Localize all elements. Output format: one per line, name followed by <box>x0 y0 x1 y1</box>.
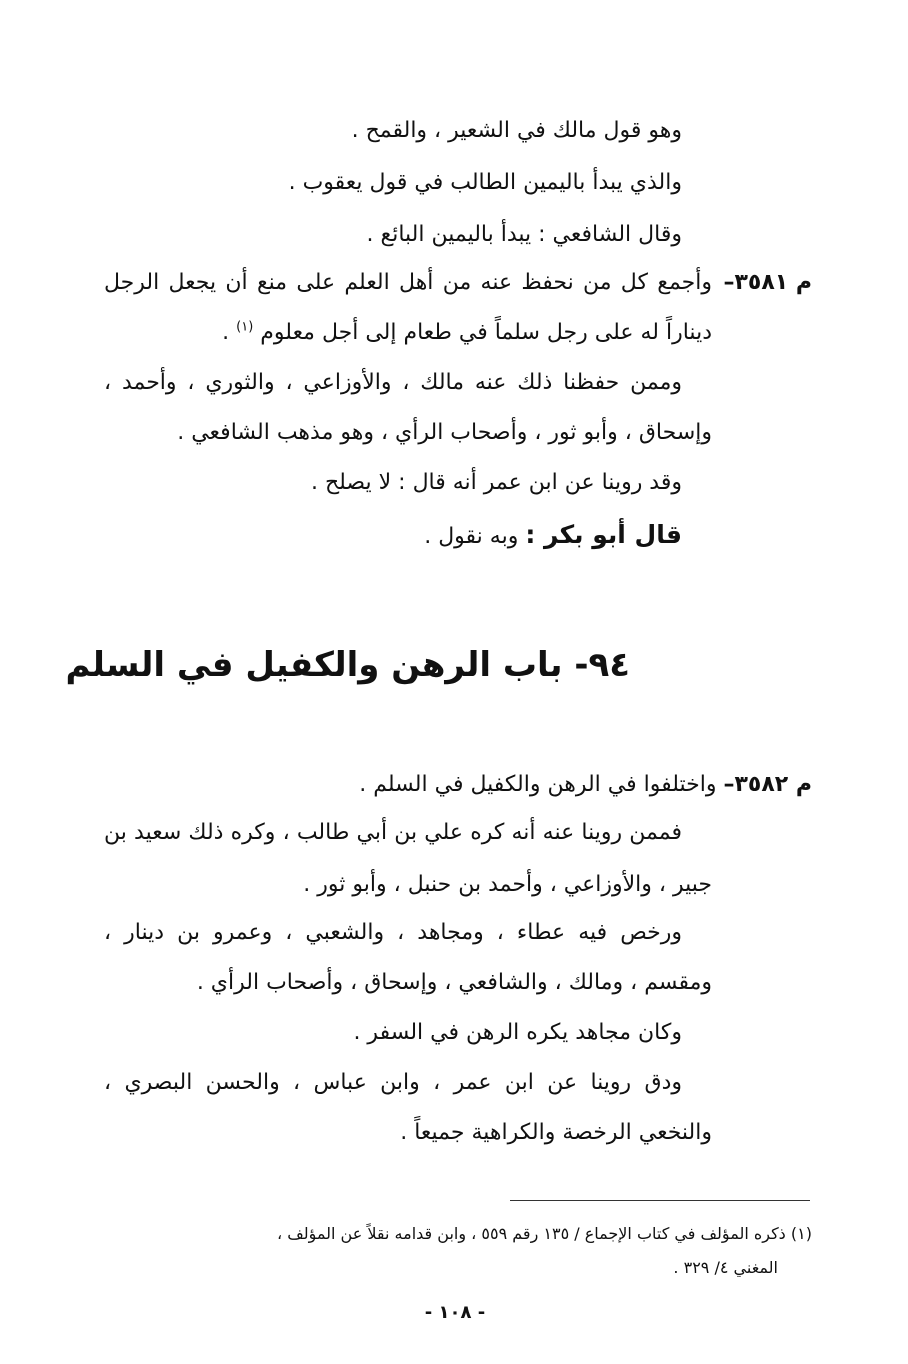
text-line: وممن حفظنا ذلك عنه مالك ، والأوزاعي ، والثوري ، وأحمد ، <box>104 370 682 395</box>
text-line: فممن روينا عنه أنه كره علي بن أبي طالب ، وكره ذلك سعيد بن <box>104 820 682 845</box>
entry-number: م ٣٥٨١– <box>723 270 812 295</box>
text-line: ورخص فيه عطاء ، ومجاهد ، والشعبي ، وعمرو بن دينار ، <box>104 920 682 945</box>
entry-number: م ٣٥٨٢– <box>723 772 812 797</box>
text-line <box>424 520 682 552</box>
text-segment: ذكره المؤلف في كتاب الإجماع / ١٣٥ رقم ٥٥٩ ، وابن قدامه نقلاً عن المؤلف ، <box>276 1224 786 1243</box>
text-segment: واختلفوا في الرهن والكفيل في السلم . <box>359 772 717 797</box>
text-line: ودق روينا عن ابن عمر ، وابن عباس ، والحسن البصري ، <box>104 1070 682 1095</box>
page-number: - ١٠٨ - <box>424 1302 486 1323</box>
text-line: ومقسم ، ومالك ، والشافعي ، وإسحاق ، وأصحاب الرأي . <box>196 970 712 995</box>
text-segment: . <box>222 320 230 345</box>
abu-bakr-label: قال أبو بكر : <box>525 520 682 549</box>
text-segment: وبه نقول . <box>424 524 519 549</box>
text-line: وهو قول مالك في الشعير ، والقمح . <box>351 118 682 143</box>
chapter-heading: ٩٤- باب الرهن والكفيل في السلم <box>65 645 630 685</box>
text-line <box>222 318 712 348</box>
text-line: وأجمع كل من نحفظ عنه من أهل العلم على منع أن يجعل الرجل <box>104 270 712 295</box>
footnote-line <box>277 1222 812 1246</box>
text-line: وكان مجاهد يكره الرهن في السفر . <box>353 1020 682 1045</box>
text-line <box>359 770 812 800</box>
footnote-marker: (١) <box>790 1224 812 1243</box>
text-line: وإسحاق ، وأبو ثور ، وأصحاب الرأي ، وهو مذهب الشافعي . <box>177 420 712 445</box>
footnote-divider <box>510 1200 810 1201</box>
text-line: والذي يبدأ باليمين الطالب في قول يعقوب . <box>288 170 682 195</box>
text-line: جبير ، والأوزاعي ، وأحمد بن حنبل ، وأبو ثور . <box>303 872 712 897</box>
footnote-reference: (١) <box>236 319 254 335</box>
text-line: وقال الشافعي : يبدأ باليمين البائع . <box>366 222 682 247</box>
text-line: والنخعي الرخصة والكراهية جميعاً . <box>400 1120 712 1145</box>
text-segment: ديناراً له على رجل سلماً في طعام إلى أجل معلوم <box>260 320 712 345</box>
text-line: وقد روينا عن ابن عمر أنه قال : لا يصلح . <box>310 470 682 495</box>
footnote-line: المغني ٤/ ٣٢٩ . <box>673 1258 778 1277</box>
